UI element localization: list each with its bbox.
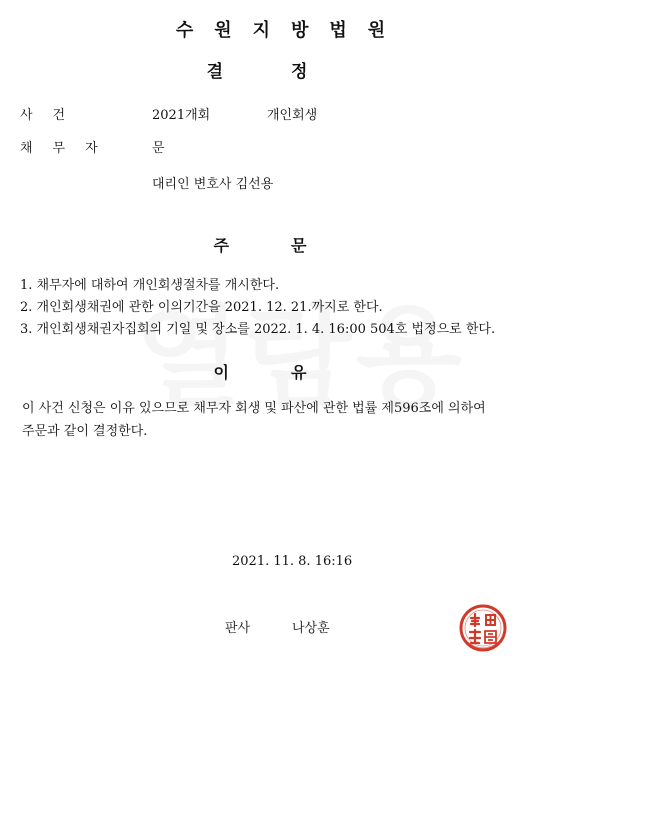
debtor-label: 채무자 xyxy=(20,141,118,156)
decision-date: 2021. 11. 8. 16:16 xyxy=(232,554,353,569)
case-label: 사건 xyxy=(20,108,86,123)
case-number: 2021개회 xyxy=(152,108,211,123)
order-section-title: 주문 xyxy=(213,236,369,255)
reason-section-title: 이유 xyxy=(213,363,369,382)
seal-stamp-icon xyxy=(452,597,514,659)
judge-name: 나상훈 xyxy=(292,621,330,636)
order-item: 3. 개인회생채권자집회의 기일 및 장소를 2022. 1. 4. 16:00 504호 법정으로 한다. xyxy=(20,322,496,337)
judge-seal xyxy=(452,597,514,659)
attorney-line: 대리인 변호사 김선용 xyxy=(152,177,274,192)
case-type: 개인회생 xyxy=(267,108,318,123)
reason-line: 이 사건 신청은 이유 있으므로 채무자 회생 및 파산에 관한 법률 제596조에 의하여 xyxy=(22,401,486,416)
document-type: 결정 xyxy=(206,62,376,82)
court-name: 수원지방법원 xyxy=(175,20,407,41)
reason-line: 주문과 같이 결정한다. xyxy=(22,424,148,439)
order-item: 2. 개인회생채권에 관한 이의기간을 2021. 12. 21.까지로 한다. xyxy=(20,300,383,315)
order-item: 1. 채무자에 대하여 개인회생절차를 개시한다. xyxy=(20,278,280,293)
judge-label: 판사 xyxy=(225,621,251,636)
debtor-name: 문 xyxy=(152,141,165,156)
